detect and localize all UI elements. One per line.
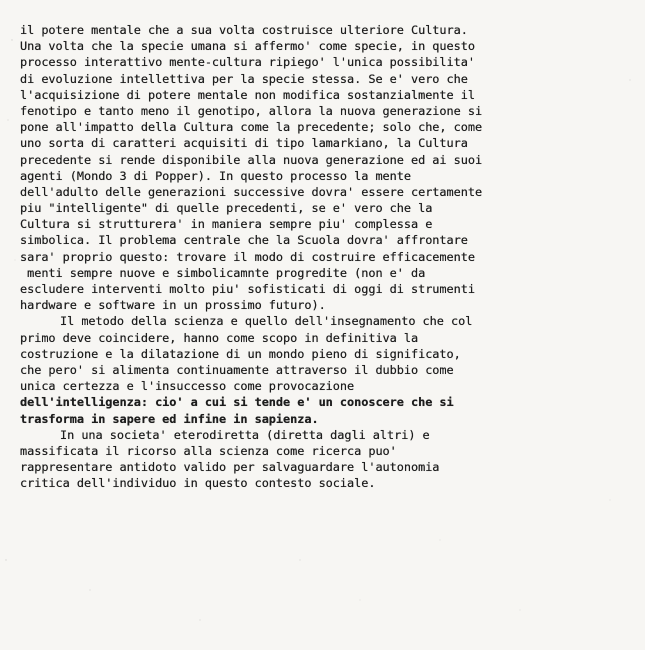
text-line: simbolica. Il problema centrale che la Scuola dovra' affrontare	[20, 233, 468, 248]
text-line: pone all'impatto della Cultura come la precedente; solo che, come	[20, 120, 483, 135]
text-line: Cultura si strutturera' in maniera sempre piu' complessa e	[20, 217, 433, 232]
text-line: l'acquisizione di potere mentale non modifica sostanzialmente il	[20, 87, 475, 102]
body-text	[20, 22, 625, 491]
text-line: Una volta che la specie umana si affermo' come specie, in questo	[20, 39, 475, 54]
text-line: costruzione e la dilatazione di un mondo pieno di significato,	[20, 346, 461, 361]
text-line: rappresentare antidoto valido per salvaguardare l'autonomia	[20, 460, 440, 475]
paragraph-start-line: Il metodo della scienza e quello dell'insegnamento che col	[60, 314, 473, 329]
text-line: precedente si rende disponibile alla nuova generazione ed ai suoi	[20, 152, 483, 167]
text-line: escludere interventi molto piu' sofisticati di oggi di strumenti	[20, 282, 475, 296]
emphasized-line: dell'intelligenza: cio' a cui si tende e' un conoscere che si	[20, 395, 454, 410]
text-line: piu "intelligente" di quelle precedenti, se e' vero che la	[20, 201, 433, 216]
text-line: massificata il ricorso alla scienza come ricerca puo'	[20, 443, 397, 458]
emphasized-line: trasforma in sapere ed infine in sapienza.	[20, 411, 319, 426]
text-line: sara' proprio questo: trovare il modo di costruire efficacemente	[20, 249, 475, 264]
text-line: hardware e software in un prossimo futuro).	[20, 298, 326, 313]
text-line: menti sempre nuove e simbolicamnte progredite (non e' da	[20, 265, 426, 280]
text-line: che pero' si alimenta continuamente attraverso il dubbio come	[20, 362, 454, 377]
text-line: unica certezza e l'insuccesso come provocazione	[20, 379, 355, 394]
text-line: processo interattivo mente-cultura ripiego' l'unica possibilita'	[20, 55, 475, 70]
paragraph-start-line: In una societa' eterodiretta (diretta dagli altri) e	[60, 427, 430, 442]
text-line: fenotipo e tanto meno il genotipo, allora la nuova generazione si	[20, 103, 483, 118]
text-line: agenti (Mondo 3 di Popper). In questo processo la mente	[20, 168, 411, 183]
text-line: il potere mentale che a sua volta costruisce ulteriore Cultura.	[20, 23, 468, 37]
text-line: uno sorta di caratteri acquisiti di tipo lamarkiano, la Cultura	[20, 136, 468, 151]
text-line: primo deve coincidere, hanno come scopo in definitiva la	[20, 330, 419, 345]
text-line: dell'adulto delle generazioni successive dovra' essere certamente	[20, 184, 483, 199]
text-line: di evoluzione intellettiva per la specie stessa. Se e' vero che	[20, 71, 468, 86]
text-line: critica dell'individuo in questo contesto sociale.	[20, 476, 376, 491]
